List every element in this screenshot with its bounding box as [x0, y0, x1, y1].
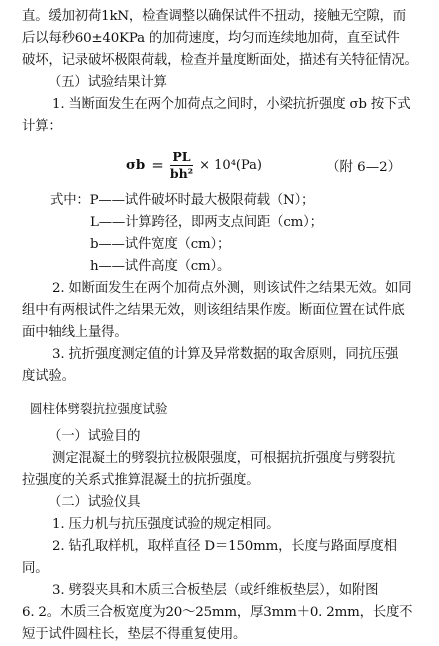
definition-b: b——试件宽度（cm）； [90, 237, 231, 252]
formula-tag: （附 6—2） [326, 159, 401, 175]
para-2-line-2: 组中有两根试件之结果无效，则该组结果作废。断面位置在试件底 [22, 303, 405, 318]
equipment-line-3: 同。 [22, 561, 49, 576]
equipment-line-1: 1. 压力机与抗压强度试验的规定相同。 [52, 517, 280, 532]
intro-line-3: 破坏，记录破坏极限荷载，检查并量度断面处，描述有关特征情况。 [22, 53, 418, 68]
para-2-line-3: 面中轴线上量得。 [22, 325, 128, 340]
heading-test-equipment: （二）试验仪具 [48, 495, 141, 510]
heading-results-calculation: （五）试验结果计算 [48, 75, 167, 90]
para-1-line-2: 计算： [22, 119, 62, 134]
intro-line-1: 直。缓加初荷1kN，检查调整以确保试件不扭动，接触无空隙，而 [22, 9, 406, 24]
equipment-line-5: 6. 2。木质三合板宽度为20～25mm，厚3mm＋0. 2mm，长度不 [22, 605, 413, 620]
formula-multiplier: × 10⁴(Pa) [199, 157, 262, 173]
para-3-line-2: 度试验。 [22, 369, 75, 384]
intro-line-2: 后以每秒60±40KPa 的加荷速度，均匀而连续地加荷，直至试件 [22, 31, 400, 46]
formula-denominator: bh² [169, 165, 194, 181]
para-2-line-1: 2. 如断面发生在两个加荷点外测，则该试件之结果无效。如同 [52, 281, 412, 296]
flexural-strength-formula [30, 140, 429, 190]
formula-numerator: PL [172, 148, 191, 164]
equipment-line-4: 3. 劈裂夹具和木质三合板垫层（或纤维板垫层），如附图 [52, 583, 379, 598]
definition-l: L——计算跨径，即两支点间距（cm）； [90, 215, 323, 230]
formula-definitions [30, 190, 429, 278]
section-title-splitting-test: 圆柱体劈裂抗拉强度试验 [30, 401, 168, 416]
heading-test-purpose: （一）试验目的 [48, 429, 141, 444]
equipment-line-6: 短于试件圆柱长，垫层不得重复使用。 [22, 627, 247, 642]
definition-p: 式中：P——试件破坏时最大极限荷载（N）； [50, 193, 315, 208]
purpose-line-2: 拉强度的关系式推算混凝土的抗折强度。 [22, 473, 260, 488]
formula-lhs: σb [126, 157, 146, 173]
definition-h: h——试件高度（cm）。 [90, 259, 231, 274]
para-1-line-1: 1. 当断面发生在两个加荷点之间时，小梁抗折强度 σb 按下式 [52, 97, 411, 112]
purpose-line-1: 测定混凝土的劈裂抗拉极限强度，可根据抗折强度与劈裂抗 [52, 451, 395, 466]
formula-equals: = [151, 156, 164, 174]
para-3-line-1: 3. 抗折强度测定值的计算及异常数据的取舍原则，同抗压强 [52, 347, 399, 362]
equipment-line-2: 2. 钻孔取样机，取样直径 D＝150mm，长度与路面厚度相 [52, 539, 397, 554]
formula-fraction [170, 149, 193, 182]
